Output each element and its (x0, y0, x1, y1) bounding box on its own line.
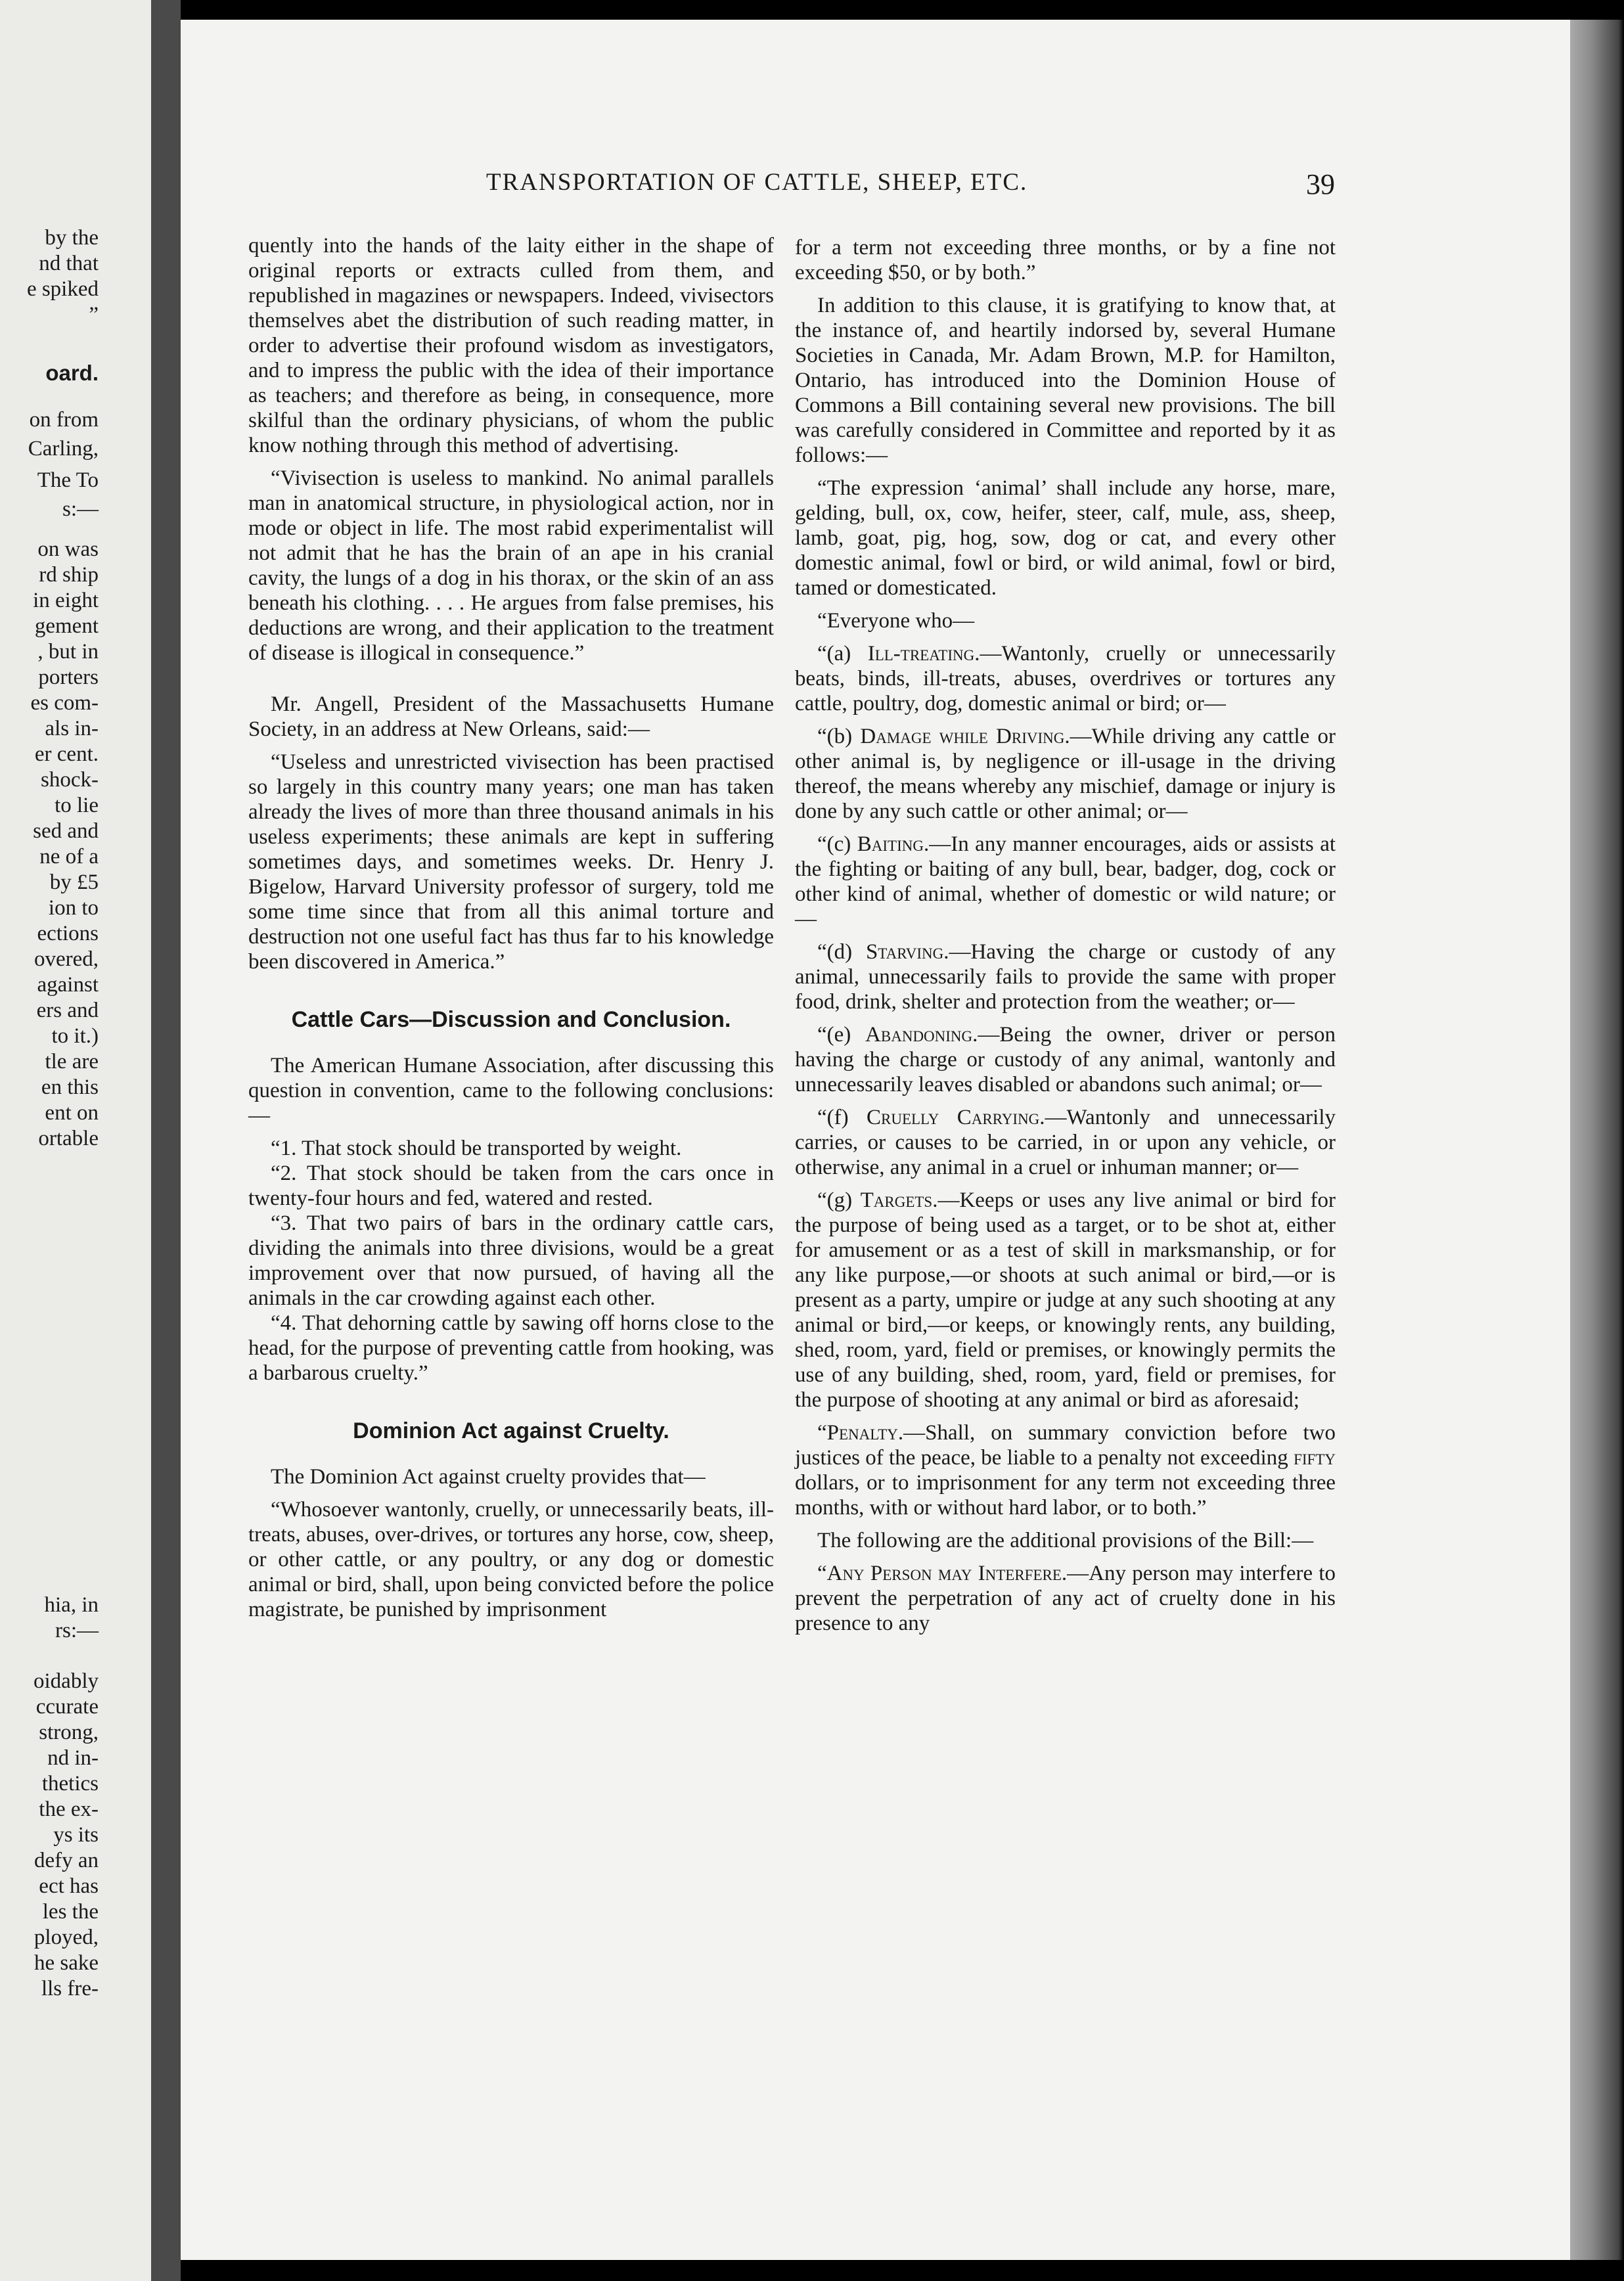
fragment-line: ys its (53, 1823, 99, 1847)
fragment-line: , but in (37, 640, 99, 664)
clause-title: Baiting. (857, 832, 930, 856)
clause-d: “(d) Starving.—Having the charge or custody of any animal, unnecessarily fails to provide the same with proper food, drink, shelter and protection from the weather; or— (795, 940, 1336, 1014)
fragment-line: on was (37, 537, 99, 561)
fragment-line: lls fre- (41, 1977, 99, 2000)
fragment-line: the ex- (39, 1797, 99, 1821)
fragment-line: ent on (45, 1101, 99, 1125)
fragment-line: als in- (45, 717, 99, 740)
fragment-line: ortable (38, 1127, 99, 1150)
block-quote: “Whosoever wantonly, cruelly, or unnecessarily beats, ill-treats, abuses, over-drives, or tortures any horse, cow, sheep, or other cattle, or any poultry, or any dog or domestic animal or bird, shall, upon being convicted before the police magistrate, be punished by imprisonment (248, 1498, 774, 1621)
clause-a: “(a) Ill-treating.—Wantonly, cruelly or unnecessarily beats, binds, ill-treats, abuses, overdrives or tortures any cattle, poultry, dog, domestic animal or bird; or— (795, 642, 1336, 715)
clause-f: “(f) Cruelly Carrying.—Wantonly and unnecessarily carries, or causes to be carried, in or upon any vehicle, or otherwise, any animal in a cruel or inhuman manner; or— (795, 1106, 1336, 1179)
clause-title: Any Person may Interfere. (826, 1562, 1068, 1585)
block-quote: “Useless and unrestricted vivisection has been practised so largely in this country many years; one man has taken already the lives of more than three thousand animals in his useless experiments; these animals are kept in suffering sometimes days, and sometimes weeks. Dr. Henry J. Bigelow, Harvard University professor of surgery, told me some time since that from all this animal torture and destruction not one useful fact has thus far to his knowledge been discovered in America.” (248, 750, 774, 974)
clause-g: “(g) Targets.—Keeps or uses any live animal or bird for the purpose of being used as a target, or to be shot at, either for amusement or as a test of skill in marksmanship, or for any like purpose,—or shoots at such animal or bird,—or is present as a party, umpire or judge at any such shooting at any animal or bird,—or keeps, or knowingly rents, any building, shed, room, yard, field or premises, or knowingly permits the use of any building, shed, room, yard, field or premises, for the purpose of shooting at any animal or bird as aforesaid; (795, 1188, 1336, 1412)
conclusion-item: “3. That two pairs of bars in the ordinary cattle cars, dividing the animals into three divisions, would be a great improvement over that now pursued, of having all the animals in the car crowding against each other. (248, 1211, 774, 1310)
fragment-line: oard. (45, 361, 99, 385)
fragment-line: thetics (41, 1772, 99, 1795)
fragment-line: in eight (33, 589, 99, 612)
paragraph: for a term not exceeding three months, or by a fine not exceeding $50, or by both.” (795, 236, 1336, 284)
fragment-line: ployed, (34, 1926, 99, 1949)
left-column (248, 233, 774, 1630)
paragraph: The Dominion Act against cruelty provides that— (271, 1465, 706, 1489)
clause-title: Penalty. (826, 1421, 904, 1445)
fragment-line: ion to (48, 896, 99, 920)
clause-b: “(b) Damage while Driving.—While driving any cattle or other animal is, by negligence or ill-usage in the driving thereof, the means whereby any mischief, damage or injury is done by any such cattle or other animal; or— (795, 725, 1336, 823)
fragment-line: ne of a (39, 845, 99, 869)
fragment-line: oidably (34, 1669, 99, 1693)
fragment-line: nd that (39, 252, 99, 275)
penalty-clause: “Penalty.—Shall, on summary conviction before two justices of the peace, be liable to a penalty not exceeding fifty dollars, or to imprisonment for any term not exceeding three months, with or without hard labor, or to both.” (795, 1421, 1336, 1520)
fragment-line: defy an (34, 1849, 99, 1872)
paragraph: The American Humane Association, after discussing this question in convention, came to the following conclusions:— (248, 1054, 774, 1127)
fragment-line: hia, in (44, 1593, 99, 1617)
clause-title: Abandoning. (865, 1023, 978, 1047)
book-spine (151, 0, 181, 2281)
fragment-line: strong, (39, 1721, 99, 1744)
fragment-line: to lie (55, 794, 99, 817)
fragment-line: against (37, 973, 99, 997)
conclusion-item: “2. That stock should be taken from the cars once in twenty-four hours and fed, watered and rested. (248, 1162, 774, 1210)
clause-title: Damage while Driving. (860, 725, 1070, 748)
clause-title: Ill-treating. (867, 642, 980, 666)
fragment-line: nd in- (47, 1746, 99, 1770)
paragraph: The following are the additional provisions of the Bill:— (817, 1529, 1314, 1552)
fragment-line: overed, (34, 947, 99, 971)
fragment-line: sed and (33, 819, 99, 843)
fragment-line: to it.) (51, 1024, 99, 1048)
fragment-line: e spiked (26, 277, 99, 301)
fragment-line: Carling, (28, 437, 99, 461)
interfere-clause: “Any Person may Interfere.—Any person may interfere to prevent the perpetration of any act of cruelty done in his presence to any (795, 1562, 1336, 1635)
fragment-line: ccurate (35, 1695, 99, 1719)
fragment-line: gement (34, 614, 99, 638)
block-quote: “Vivisection is useless to mankind. No animal parallels man in anatomical structure, in physiological action, nor in mode or object in life. The most rabid experimentalist will not admit that he has the brain of an ape in his cranial cavity, the lungs of a dog in his thorax, or the skin of an ass beneath his clothing. . . . He argues from false premises, his deductions are wrong, and their application to the treatment of disease is illogical in consequence.” (248, 466, 774, 665)
paragraph: “Everyone who— (817, 609, 975, 633)
fragment-line: by the (45, 226, 99, 250)
fragment-line: rd ship (39, 563, 99, 587)
paragraph: “The expression ‘animal’ shall include any horse, mare, gelding, bull, ox, cow, heifer, steer, calf, mule, ass, sheep, lamb, goat, pig, hog, sow, dog or cat, and every other domestic animal, fowl or bird, or wild animal, fowl or bird, tamed or domesticated. (795, 476, 1336, 600)
fragment-line: tle are (45, 1050, 99, 1073)
fragment-line: he sake (34, 1951, 99, 1975)
clause-title: Cruelly Carrying. (866, 1106, 1045, 1129)
conclusion-item: “1. That stock should be transported by weight. (271, 1137, 682, 1160)
fragment-line: ers and (36, 999, 99, 1022)
section-heading: Dominion Act against Cruelty. (353, 1418, 669, 1443)
fragment-line: shock- (41, 768, 99, 792)
fragment-line: by £5 (49, 870, 99, 894)
fragment-line: er cent. (34, 742, 99, 766)
page-number: 39 (1306, 168, 1335, 200)
paragraph: In addition to this clause, it is gratifying to know that, at the instance of, and heartily indorsed by, several Humane Societies in Canada, Mr. Adam Brown, M.P. for Hamilton, Ontario, has introduced into the Dominion House of Commons a Bill containing several new provisions. The bill was carefully considered in Committee and reported by it as follows:— (795, 294, 1336, 467)
clause-title: Targets. (860, 1188, 938, 1212)
facing-page-fragment (0, 0, 151, 2281)
fragment-line: rs:— (55, 1619, 99, 1642)
paragraph: quently into the hands of the laity either in the shape of original reports or extracts culled from them, and republished in magazines or newspapers. Indeed, vivisectors themselves abet the distribution of such reading matter, in order to advertise their profound wisdom as investigators, and to impress the public with the idea of their importance as teachers; and therefore as being, in consequence, more skilful than the ordinary physicians, of whom the public know nothing through this method of advertising. (248, 234, 774, 457)
fragment-line: s:— (62, 497, 99, 521)
fragment-line: on from (29, 408, 99, 432)
running-header: TRANSPORTATION OF CATTLE, SHEEP, ETC. (486, 169, 1028, 196)
fragment-line: The To (37, 468, 99, 492)
clause-e: “(e) Abandoning.—Being the owner, driver or person having the charge or custody of any animal, wantonly and unnecessarily leaves disabled or abandons such animal; or— (795, 1023, 1336, 1096)
paragraph: Mr. Angell, President of the Massachusetts Humane Society, in an address at New Orleans, said:— (248, 692, 774, 741)
clause-title: Starving. (866, 940, 949, 964)
section-heading: Cattle Cars—Discussion and Conclusion. (291, 1007, 731, 1032)
fragment-line: ections (37, 922, 99, 945)
fragment-line: ect has (39, 1874, 99, 1898)
fragment-line: porters (38, 666, 99, 689)
conclusion-item: “4. That dehorning cattle by sawing off horns close to the head, for the purpose of preventing cattle from hooking, was a barbarous cruelty.” (248, 1311, 775, 1385)
fragment-line: en this (41, 1075, 99, 1099)
fragment-line: es com- (30, 691, 99, 715)
fragment-line: ” (89, 303, 99, 327)
right-column (795, 235, 1336, 1644)
fragment-line: les the (42, 1900, 99, 1924)
clause-c: “(c) Baiting.—In any manner encourages, aids or assists at the fighting or baiting of any bull, bear, badger, dog, cock or other kind of animal, whether of domestic or wild nature; or— (795, 832, 1336, 931)
page-edge (1570, 20, 1624, 2260)
